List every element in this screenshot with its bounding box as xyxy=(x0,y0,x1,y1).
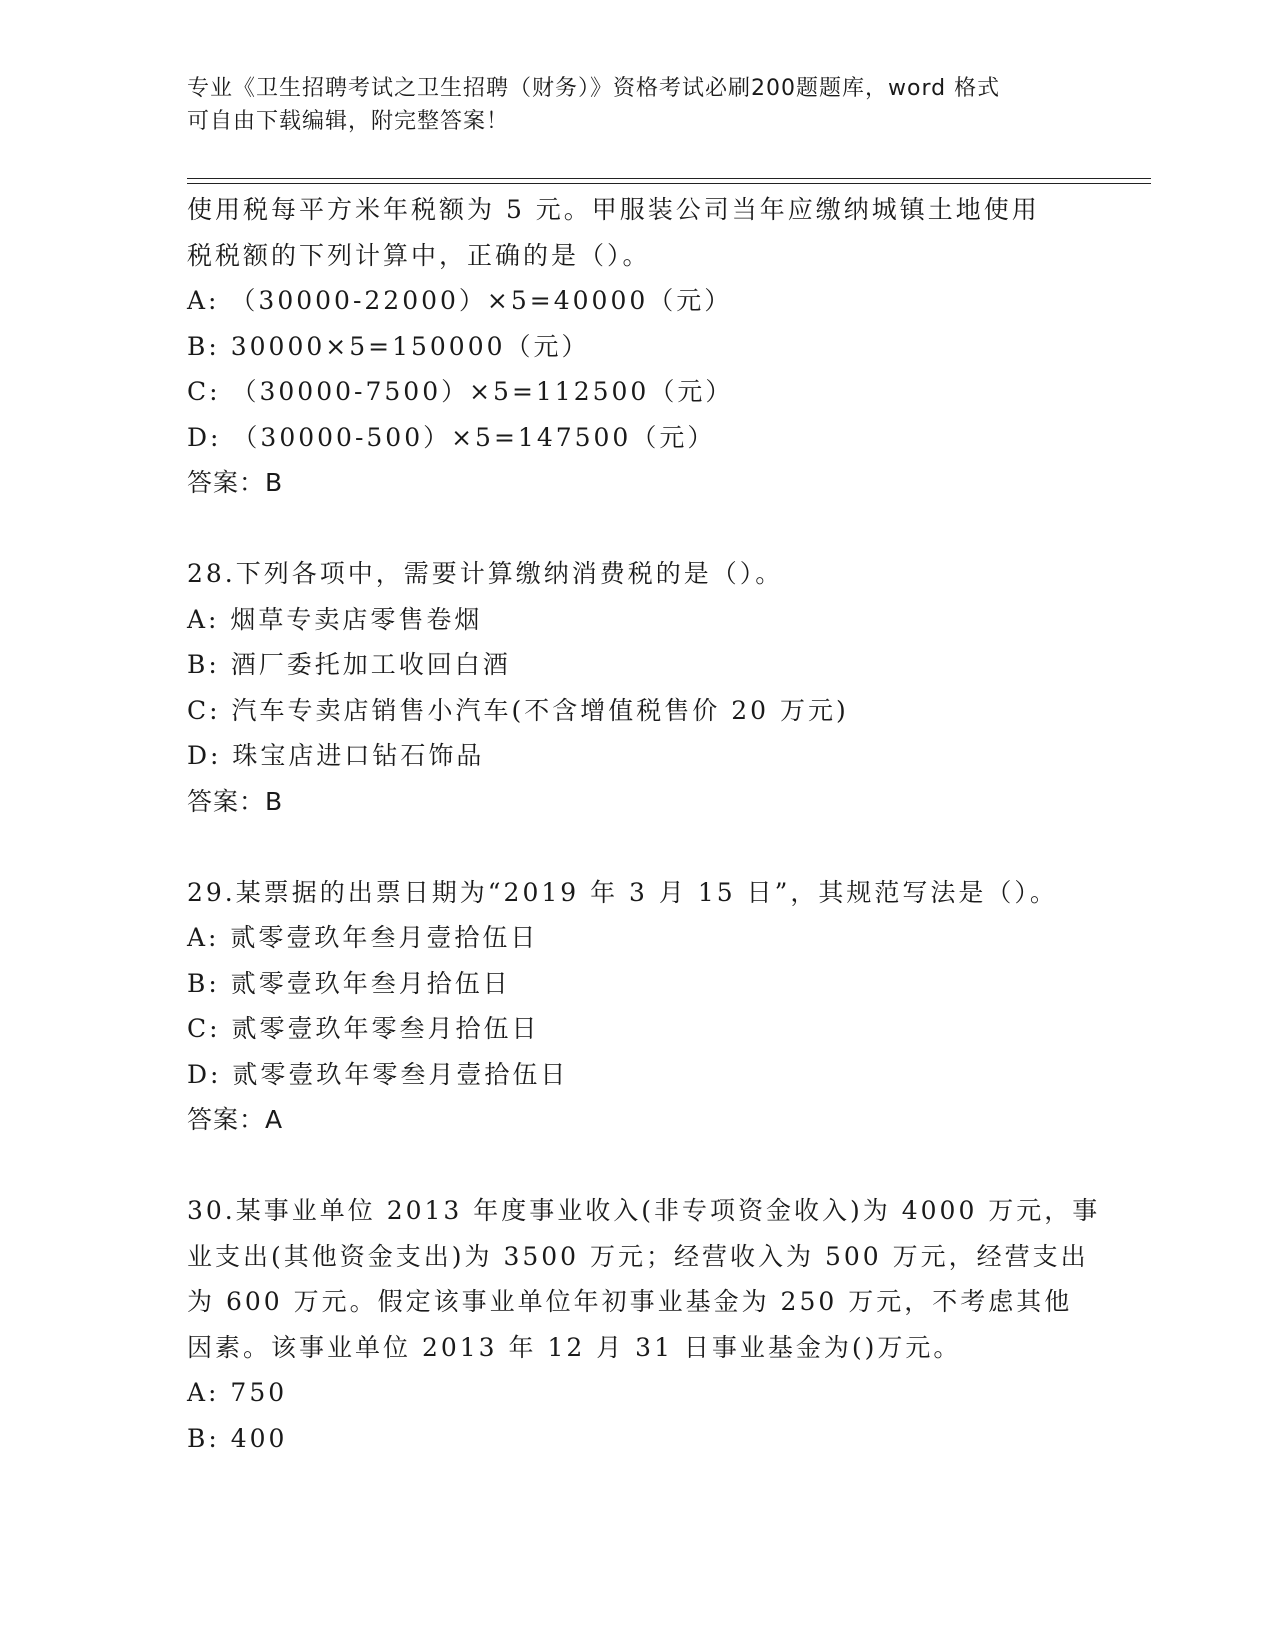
question-stem-line: 使用税每平方米年税额为 5 元。甲服装公司当年应缴纳城镇土地使用 xyxy=(187,195,1040,224)
question-spacer xyxy=(187,824,1087,870)
document-header xyxy=(187,72,1067,138)
question-stem-line: 因素。该事业单位 2013 年 12 月 31 日事业基金为()万元。 xyxy=(187,1332,962,1362)
header-title-line-2: 可自由下载编辑，附完整答案！ xyxy=(187,109,510,134)
option-d: D: （30000-500）×5=147500（元） xyxy=(187,422,716,452)
header-title-line-1: 专业《卫生招聘考试之卫生招聘（财务）》资格考试必刷200题题库，word 格式 xyxy=(187,76,1001,101)
question-stem-line: 税税额的下列计算中，正确的是（）。 xyxy=(187,240,651,270)
option-a: A: （30000-22000）×5=40000（元） xyxy=(187,286,733,315)
question-30 xyxy=(187,1188,1101,1461)
option-b: B: 贰零壹玖年叁月拾伍日 xyxy=(187,968,511,998)
question-29 xyxy=(187,870,1087,1143)
question-stem-line: 30.某事业单位 2013 年度事业收入(非专项资金收入)为 4000 万元，事 xyxy=(187,1196,1101,1225)
answer-line: 答案：B xyxy=(187,468,284,497)
question-stem-line: 业支出(其他资金支出)为 3500 万元；经营收入为 500 万元，经营支出 xyxy=(187,1241,1089,1271)
question-27 xyxy=(187,187,1087,506)
answer-line: 答案：B xyxy=(187,786,284,816)
question-stem-line: 29.某票据的出票日期为“2019 年 3 月 15 日”，其规范写法是（）。 xyxy=(187,877,1058,907)
answer-line: 答案：A xyxy=(187,1105,284,1134)
question-28 xyxy=(187,551,1087,824)
option-b: B: 酒厂委托加工收回白酒 xyxy=(187,650,511,679)
option-a: A: 贰零壹玖年叁月壹拾伍日 xyxy=(187,923,539,952)
option-c: C: （30000-7500）×5=112500（元） xyxy=(187,377,734,406)
question-spacer xyxy=(187,506,1087,552)
question-spacer xyxy=(187,1143,1087,1189)
question-stem-line: 28.下列各项中，需要计算缴纳消费税的是（）。 xyxy=(187,559,784,588)
option-c: C: 汽车专卖店销售小汽车(不含增值税售价 20 万元) xyxy=(187,695,849,725)
option-d: D: 珠宝店进口钻石饰品 xyxy=(187,741,485,770)
option-b: B: 30000×5=150000（元） xyxy=(187,331,590,361)
option-a: A: 750 xyxy=(187,1378,288,1407)
question-list xyxy=(187,187,1101,1461)
header-divider-bottom xyxy=(187,183,1151,184)
option-a: A: 烟草专卖店零售卷烟 xyxy=(187,604,483,634)
question-stem-line: 为 600 万元。假定该事业单位年初事业基金为 250 万元，不考虑其他 xyxy=(187,1287,1073,1316)
option-c: C: 贰零壹玖年零叁月拾伍日 xyxy=(187,1014,540,1043)
header-divider-top xyxy=(187,178,1151,179)
option-b: B: 400 xyxy=(187,1423,288,1453)
option-d: D: 贰零壹玖年零叁月壹拾伍日 xyxy=(187,1059,569,1089)
